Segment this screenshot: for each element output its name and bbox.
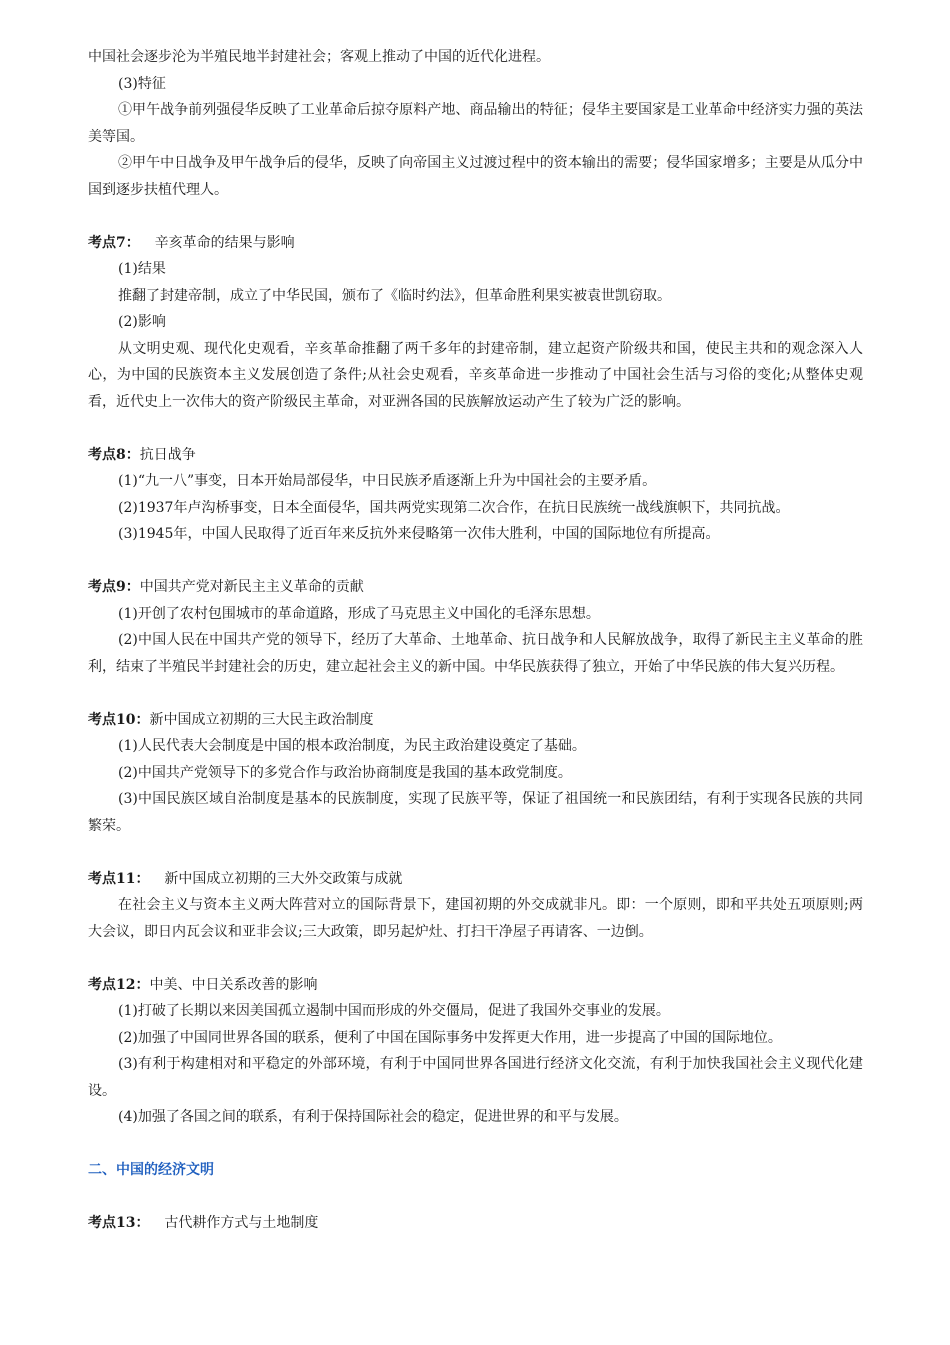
kaodian-7-heading [88, 230, 863, 257]
kaodian-title: 抗日战争 [139, 446, 196, 463]
kaodian-title: 新中国成立初期的三大外交政策与成就 [164, 870, 403, 887]
spacer [88, 203, 863, 230]
kaodian-label: 考点13： [88, 1215, 150, 1231]
kaodian-title: 新中国成立初期的三大民主政治制度 [149, 711, 374, 728]
list-item: (2)中国人民在中国共产党的领导下，经历了大革命、土地革命、抗日战争和人民解放战争，取得了新民主主义革命的胜利，结束了半殖民半封建社会的历史，建立起社会主义的新中国。中华民族获得了独立，开始了中华民族的伟大复兴历程。 [88, 632, 863, 675]
list-item: (3)中国民族区域自治制度是基本的民族制度，实现了民族平等，保证了祖国统一和民族团结，有利于实现各民族的共同繁荣。 [88, 791, 863, 834]
paragraph: ②甲午中日战争及甲午战争后的侵华，反映了向帝国主义过渡过程中的资本输出的需要；侵华国家增多；主要是从瓜分中国到逐步扶植代理人。 [88, 155, 863, 198]
kaodian-label: 考点9： [88, 579, 140, 595]
spacer [88, 548, 863, 575]
kaodian-11-heading [88, 866, 863, 893]
kaodian-title: 中国共产党对新民主主义革命的贡献 [139, 579, 364, 595]
kaodian-13-heading [88, 1210, 863, 1237]
spacer [88, 1131, 863, 1158]
kaodian-label: 考点12： [88, 976, 150, 993]
kaodian-10-heading [88, 707, 863, 734]
list-item: (3)1945年，中国人民取得了近百年来反抗外来侵略第一次伟大胜利，中国的国际地位有所提高。 [118, 526, 720, 542]
paragraph: 从文明史观、现代化史观看，辛亥革命推翻了两千多年的封建帝制，建立起资产阶级共和国，使民主共和的观念深入人心，为中国的民族资本主义发展创造了条件;从社会史观看，辛亥革命进一步推动了中国社会生活与习俗的变化;从整体史观看，近代史上一次伟大的资产阶级民主革命，对亚洲各国的民族解放运动产生了较为广泛的影响。 [88, 340, 863, 410]
paragraph: 在社会主义与资本主义两大阵营对立的国际背景下，建国初期的外交成就非凡。即：一个原则，即和平共处五项原则;两大会议，即日内瓦会议和亚非会议;三大政策，即另起炉灶、打扫干净屋子再请客、一边倒。 [88, 897, 863, 940]
spacer [88, 415, 863, 442]
spacer [88, 1184, 863, 1211]
kaodian-label: 考点10： [88, 711, 150, 728]
spacer [88, 839, 863, 866]
list-item: (2)中国共产党领导下的多党合作与政治协商制度是我国的基本政党制度。 [118, 764, 572, 781]
paragraph: 推翻了封建帝制，成立了中华民国，颁布了《临时约法》，但革命胜利果实被袁世凯窃取。 [118, 287, 671, 304]
kaodian-title: 中美、中日关系改善的影响 [149, 976, 318, 993]
kaodian-8-heading [88, 442, 863, 469]
list-item: (1)打破了长期以来因美国孤立遏制中国而形成的外交僵局，促进了我国外交事业的发展。 [118, 1003, 670, 1019]
paragraph: 中国社会逐步沦为半殖民地半封建社会；客观上推动了中国的近代化进程。 [88, 49, 550, 65]
subheading: (2)影响 [118, 314, 166, 330]
kaodian-title: 辛亥革命的结果与影响 [154, 234, 295, 251]
spacer [88, 680, 863, 707]
document-page [88, 44, 863, 1237]
kaodian-9-heading [88, 574, 863, 601]
paragraph: ①甲午战争前列强侵华反映了工业革命后掠夺原料产地、商品输出的特征；侵华主要国家是工业革命中经济实力强的英法美等国。 [88, 102, 863, 145]
kaodian-label: 考点11： [88, 870, 150, 887]
list-item: (4)加强了各国之间的联系，有利于保持国际社会的稳定，促进世界的和平与发展。 [118, 1109, 628, 1125]
list-item: (2)1937年卢沟桥事变，日本全面侵华，国共两党实现第二次合作，在抗日民族统一战线旗帜下，共同抗战。 [118, 499, 790, 516]
spacer [88, 945, 863, 972]
kaodian-label: 考点8： [88, 446, 140, 463]
list-item: (1)“九一八”事变，日本开始局部侵华，中日民族矛盾逐渐上升为中国社会的主要矛盾。 [118, 473, 657, 489]
list-item: (1)人民代表大会制度是中国的根本政治制度，为民主政治建设奠定了基础。 [118, 738, 586, 754]
subheading: (1)结果 [118, 261, 166, 277]
kaodian-12-heading [88, 972, 863, 999]
list-item: (3)有利于构建相对和平稳定的外部环境，有利于中国同世界各国进行经济文化交流，有利于加快我国社会主义现代化建设。 [88, 1056, 863, 1099]
kaodian-title: 古代耕作方式与土地制度 [164, 1215, 319, 1231]
list-item: (1)开创了农村包围城市的革命道路，形成了马克思主义中国化的毛泽东思想。 [118, 605, 600, 622]
kaodian-label: 考点7： [88, 234, 140, 251]
subheading: (3)特征 [118, 75, 166, 92]
list-item: (2)加强了中国同世界各国的联系，便利了中国在国际事务中发挥更大作用，进一步提高了中国的国际地位。 [118, 1029, 782, 1046]
section-title: 二、中国的经济文明 [88, 1162, 214, 1178]
